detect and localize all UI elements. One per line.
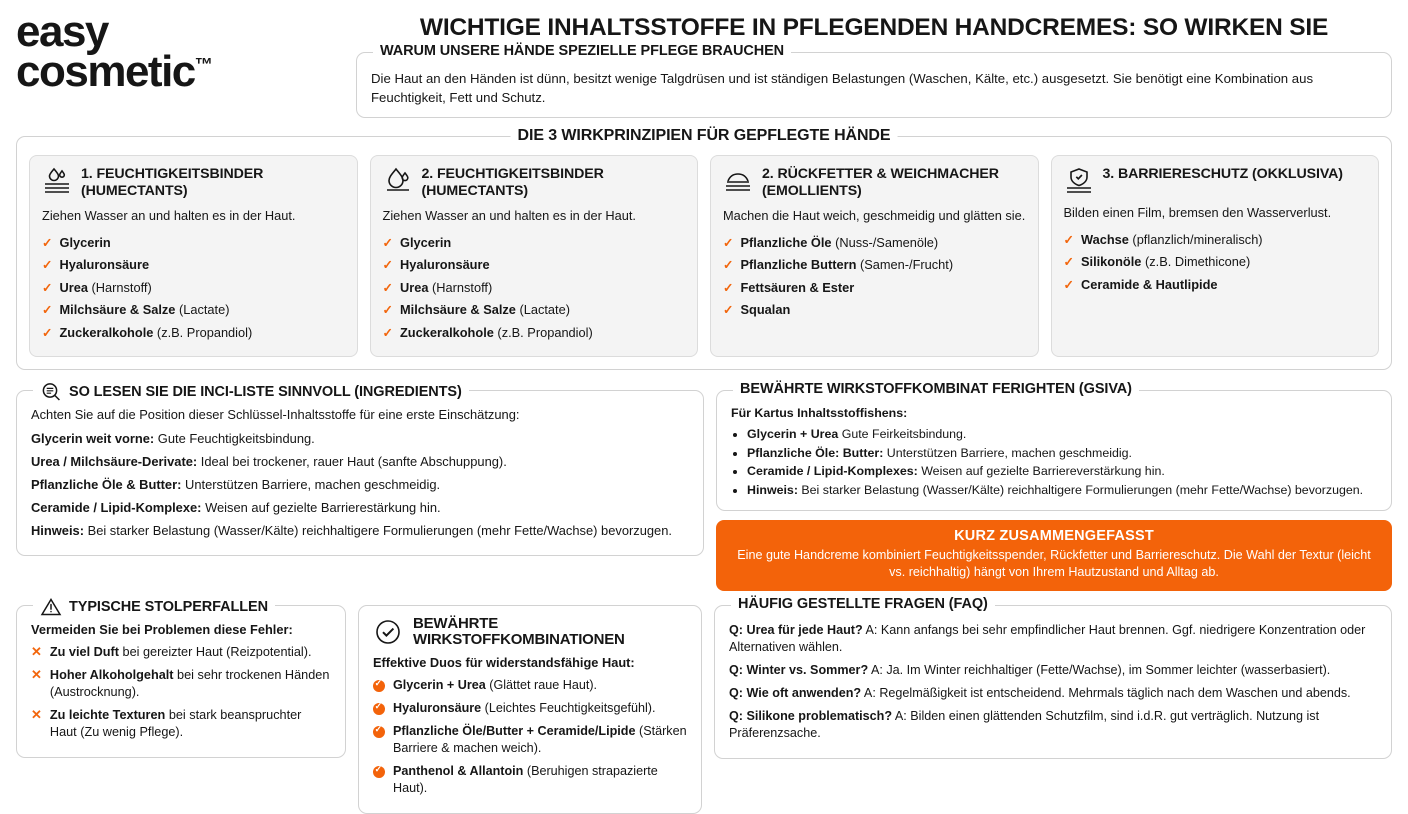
list-item xyxy=(1064,251,1367,274)
item-rest: (pflanzlich/mineralisch) xyxy=(1128,231,1263,247)
check-dot-icon xyxy=(373,703,385,715)
combination-list xyxy=(731,425,1377,499)
line-bold: Glycerin weit vorne: xyxy=(31,431,155,447)
check-icon: ✓ xyxy=(42,258,53,273)
principles-section xyxy=(16,127,1392,370)
list-item xyxy=(383,322,686,345)
summary-title: KURZ ZUSAMMENGEFASST xyxy=(954,527,1154,544)
cross-icon: ✕ xyxy=(31,666,42,682)
list-item xyxy=(723,254,1026,277)
card-subtitle: Ziehen Wasser an und halten es in der Haut. xyxy=(42,207,296,223)
item-rest: (z.B. Propandiol) xyxy=(153,324,253,340)
list-item xyxy=(723,277,1026,300)
warning-triangle-icon xyxy=(40,596,62,618)
inci-legend-text: SO LESEN SIE DIE INCI-LISTE SINNVOLL (INGREDIENTS) xyxy=(69,384,462,401)
check-icon: ✓ xyxy=(382,280,393,295)
list-item xyxy=(1064,229,1367,252)
principle-card-emollients xyxy=(710,155,1039,357)
item-bold: Glycerin xyxy=(59,234,111,250)
intro-text: Die Haut an den Händen ist dünn, besitzt wenige Talgdrüsen und ist ständigen Belastungen (Waschen, Kälte, etc.) ausgesetzt. Sie benötigt eine Kombination aus Feuchtigkeit, Fett und Schutz. xyxy=(371,71,1314,106)
item-rest: Gute Feirkeitsbindung. xyxy=(838,427,967,442)
list-item xyxy=(383,232,686,255)
duos-subtitle: Effektive Duos für widerstandsfähige Haut: xyxy=(373,654,635,670)
faq-question: Q: Winter vs. Sommer? xyxy=(729,662,869,677)
inci-legend xyxy=(33,381,469,403)
item-bold: Hinweis: xyxy=(747,482,798,497)
line-bold: Ceramide / Lipid-Komplexe: xyxy=(31,500,202,516)
line-bold: Urea / Milchsäure-Derivate: xyxy=(31,454,198,470)
item-bold: Ceramide / Lipid-Komplexes: xyxy=(747,464,918,479)
brand-logo xyxy=(16,7,346,97)
list-item xyxy=(373,700,687,717)
line-rest: Ideal bei trockener, rauer Haut (sanfte Abschuppung). xyxy=(197,454,507,470)
item-bold: Urea xyxy=(399,279,429,295)
item-bold: Urea xyxy=(59,279,88,295)
pitfalls-legend-text: TYPISCHE STOLPERFALLEN xyxy=(69,598,268,615)
list-item xyxy=(1064,274,1367,297)
line-bold: Hinweis: xyxy=(31,523,85,539)
item-bold: Milchsäure & Salze xyxy=(59,302,176,318)
item-rest: (Lactate) xyxy=(175,302,230,318)
line-rest: Unterstützen Barriere, machen geschmeidig. xyxy=(181,477,441,493)
card-list xyxy=(723,232,1026,322)
check-dot-icon xyxy=(373,766,385,778)
card-head xyxy=(1064,166,1367,196)
list-item xyxy=(373,677,687,694)
check-icon: ✓ xyxy=(723,303,734,318)
bottom-section xyxy=(16,595,1392,814)
card-head xyxy=(383,166,686,199)
check-icon: ✓ xyxy=(1063,255,1074,270)
check-icon: ✓ xyxy=(723,280,734,295)
faq-item xyxy=(729,685,1377,702)
inci-line xyxy=(31,430,689,447)
item-bold: Glycerin + Urea xyxy=(393,677,486,692)
faq-item xyxy=(729,622,1377,656)
check-icon: ✓ xyxy=(723,235,734,250)
inci-line xyxy=(31,499,689,516)
item-rest: (z.B. Propandiol) xyxy=(493,324,593,340)
card-title: 2. RÜCKFETTER & WEICHMACHER (EMOLLIENTS) xyxy=(762,166,999,199)
line-rest: Weisen auf gezielte Barrierestärkung hin. xyxy=(201,500,441,516)
pitfalls-subtitle: Vermeiden Sie bei Problemen diese Fehler: xyxy=(31,621,293,637)
faq-question: Q: Urea für jede Haut? xyxy=(729,622,863,637)
item-rest: (Harnstoff) xyxy=(87,279,152,295)
pitfalls-box xyxy=(16,598,346,759)
list-item xyxy=(31,644,331,661)
line-rest: Gute Feuchtigkeitsbindung. xyxy=(154,431,315,447)
card-subtitle: Ziehen Wasser an und halten es in der Haut. xyxy=(382,207,636,223)
check-icon: ✓ xyxy=(42,280,53,295)
faq-item xyxy=(729,662,1377,679)
check-icon: ✓ xyxy=(382,303,393,318)
item-bold: Pflanzliche Öle/Butter + Ceramide/Lipide xyxy=(393,723,636,738)
intro-legend: WARUM UNSERE HÄNDE SPEZIELLE PFLEGE BRAUCHEN xyxy=(373,43,791,59)
list-item xyxy=(723,232,1026,255)
shield-skin-icon xyxy=(1064,166,1094,196)
item-bold: Zu leichte Texturen xyxy=(49,707,166,722)
line-bold: Pflanzliche Öle & Butter: xyxy=(31,477,182,493)
item-rest: Unterstützen Barriere, machen geschmeidig. xyxy=(883,445,1132,460)
principles-legend: DIE 3 WIRKPRINZIPIEN FÜR GEPFLEGTE HÄNDE xyxy=(511,127,898,145)
faq-answer: A: Bilden einen glättenden Schutzfilm, sind i.d.R. gut verträglich. Nutzung ist Präferenzsache. xyxy=(729,708,1320,740)
mid-right xyxy=(716,381,1392,590)
principle-card-occlusives xyxy=(1051,155,1380,357)
list-item xyxy=(42,299,345,322)
item-rest: Bei starker Belastung (Wasser/Kälte) reichhaltigere Formulierungen (mehr Fette/Wachse) bevorzugen. xyxy=(797,482,1364,497)
item-bold: Ceramide & Hautlipide xyxy=(1080,276,1218,292)
item-rest: (Samen-/Frucht) xyxy=(856,257,954,273)
combination-subtitle: Für Kartus Inhaltsstoffishens: xyxy=(731,406,908,421)
cross-icon: ✕ xyxy=(31,643,42,659)
principles-cards xyxy=(29,155,1379,357)
pitfalls-legend xyxy=(33,596,275,618)
duos-head xyxy=(373,616,687,649)
check-icon: ✓ xyxy=(382,325,393,340)
check-icon: ✓ xyxy=(382,235,393,250)
check-icon: ✓ xyxy=(42,303,53,318)
page-title: WICHTIGE INHALTSSTOFFE IN PFLEGENDEN HANDCREMES: SO WIRKEN SIE xyxy=(419,14,1329,41)
item-bold: Pflanzliche Öle: Butter: xyxy=(747,445,884,460)
list-item xyxy=(747,462,1377,481)
item-bold: Hyaluronsäure xyxy=(399,257,490,273)
item-bold: Glycerin + Urea xyxy=(747,427,839,442)
item-bold: Wachse xyxy=(1080,231,1129,247)
mid-section xyxy=(16,381,1392,590)
combination-legend: BEWÄHRTE WIRKSTOFFKOMBINAT FERIGHTEN (GSIVA) xyxy=(733,381,1139,397)
item-bold: Fettsäuren & Ester xyxy=(740,279,855,295)
list-item xyxy=(42,277,345,300)
card-subtitle: Machen die Haut weich, geschmeidig und glätten sie. xyxy=(723,207,1026,223)
line-rest: Bei starker Belastung (Wasser/Kälte) reichhaltigere Formulierungen (mehr Fette/Wachse) bevorzugen. xyxy=(84,523,672,539)
item-bold: Zuckeralkohole xyxy=(59,324,154,340)
list-item xyxy=(31,667,331,701)
cream-jar-icon xyxy=(723,166,753,196)
list-item xyxy=(383,254,686,277)
header xyxy=(16,8,1392,118)
droplet-skin-layers-icon xyxy=(42,166,72,196)
item-rest: bei sehr trockenen Händen (Austrocknung). xyxy=(49,667,330,699)
duos-box xyxy=(358,605,702,814)
list-item xyxy=(42,322,345,345)
item-bold: Squalan xyxy=(740,302,791,318)
item-rest: Weisen auf gezielte Barriereverstärkung hin. xyxy=(917,464,1165,479)
principle-card-humectants-2 xyxy=(370,155,699,357)
list-item xyxy=(31,707,331,741)
check-badge-icon xyxy=(373,617,403,647)
item-bold: Zuckeralkohole xyxy=(399,324,494,340)
card-list xyxy=(42,232,345,345)
item-rest: bei stark beanspruchter Haut (Zu wenig Pflege). xyxy=(49,707,302,740)
magnifier-list-icon xyxy=(40,381,62,403)
item-bold: Panthenol & Allantoin xyxy=(393,763,524,778)
faq-question: Q: Silikone problematisch? xyxy=(729,708,893,723)
header-right xyxy=(356,8,1392,118)
summary-banner xyxy=(716,520,1392,591)
item-rest: (z.B. Dimethicone) xyxy=(1141,254,1251,270)
mid-left xyxy=(16,384,704,556)
card-head xyxy=(723,166,1026,199)
card-subtitle: Bilden einen Film, bremsen den Wasserverlust. xyxy=(1063,205,1332,221)
summary-text: Eine gute Handcreme kombiniert Feuchtigkeitsspender, Rückfetter und Barriereschutz. Die Wahl der Textur (leicht vs. reichhaltig) hängt von Ihrem Hautzustand und Alltag ab. xyxy=(737,547,1371,579)
check-icon: ✓ xyxy=(42,235,53,250)
card-list xyxy=(383,232,686,345)
cross-icon: ✕ xyxy=(31,706,42,722)
item-bold: Zu viel Duft xyxy=(49,644,119,659)
principle-card-humectants-1 xyxy=(29,155,358,357)
logo-line-2-text: cosmetic xyxy=(16,47,195,97)
item-rest: (Leichtes Feuchtigkeitsgefühl). xyxy=(481,700,656,715)
inci-box xyxy=(16,384,704,556)
list-item xyxy=(723,299,1026,322)
inci-subtitle: Achten Sie auf die Position dieser Schlüssel-Inhaltsstoffe für eine erste Einschätzung: xyxy=(31,407,520,423)
inci-line xyxy=(31,453,689,470)
item-rest: (Lactate) xyxy=(515,302,570,318)
pitfalls-list xyxy=(31,644,331,742)
list-item xyxy=(42,232,345,255)
card-title: 3. BARRIERESCHUTZ (OKKLUSIVA) xyxy=(1102,166,1343,183)
duos-list xyxy=(373,677,687,797)
inci-line xyxy=(31,522,689,539)
check-icon: ✓ xyxy=(382,258,393,273)
faq-box xyxy=(714,595,1392,759)
list-item xyxy=(747,481,1377,500)
faq-legend: HÄUFIG GESTELLTE FRAGEN (FAQ) xyxy=(731,596,995,612)
item-rest: (Stärken Barriere & machen weich). xyxy=(393,723,687,755)
check-icon: ✓ xyxy=(1063,232,1074,247)
check-dot-icon xyxy=(373,726,385,738)
faq-question: Q: Wie oft anwenden? xyxy=(729,685,862,700)
check-icon: ✓ xyxy=(723,258,734,273)
list-item xyxy=(747,444,1377,463)
logo-trademark: ™ xyxy=(194,54,213,75)
droplet-icon xyxy=(383,166,413,196)
list-item xyxy=(383,277,686,300)
item-rest: (Glättet raue Haut). xyxy=(485,677,598,692)
item-bold: Hyaluronsäure xyxy=(393,700,482,715)
item-rest: (Beruhigen strapazierte Haut). xyxy=(393,763,658,795)
intro-box xyxy=(356,43,1392,118)
card-list xyxy=(1064,229,1367,297)
faq-item xyxy=(729,708,1377,742)
faq-answer: A: Kann anfangs bei sehr empfindlicher Haut brennen. Ggf. niedrigere Konzentration oder Alternativen wählen. xyxy=(729,622,1366,654)
check-icon: ✓ xyxy=(1063,277,1074,292)
item-bold: Hoher Alkoholgehalt xyxy=(49,667,174,682)
list-item xyxy=(42,254,345,277)
item-bold: Silikonöle xyxy=(1080,254,1142,270)
card-head xyxy=(42,166,345,199)
item-bold: Glycerin xyxy=(399,234,452,250)
check-dot-icon xyxy=(373,680,385,692)
item-bold: Pflanzliche Öle xyxy=(740,234,832,250)
item-bold: Pflanzliche Buttern xyxy=(740,257,857,273)
logo-line-1: easy xyxy=(16,7,108,56)
card-title: 2. FEUCHTIGKEITSBINDER (HUMECTANTS) xyxy=(421,166,604,199)
list-item xyxy=(383,299,686,322)
item-rest: (Harnstoff) xyxy=(428,279,493,295)
list-item xyxy=(373,723,687,757)
logo-line-2 xyxy=(16,47,346,97)
list-item xyxy=(747,425,1377,444)
faq-answer: A: Ja. Im Winter reichhaltiger (Fette/Wachse), im Sommer leichter (wasserbasiert). xyxy=(868,662,1331,677)
item-bold: Milchsäure & Salze xyxy=(399,302,516,318)
item-rest: (Nuss-/Samenöle) xyxy=(831,234,939,250)
check-icon: ✓ xyxy=(42,325,53,340)
inci-line xyxy=(31,476,689,493)
item-bold: Hyaluronsäure xyxy=(59,257,150,273)
duos-title: BEWÄHRTE WIRKSTOFFKOMBINATIONEN xyxy=(413,614,625,648)
card-title: 1. FEUCHTIGKEITSBINDER (HUMECTANTS) xyxy=(81,166,264,199)
item-rest: bei gereizter Haut (Reizpotential). xyxy=(118,644,312,659)
combination-box xyxy=(716,381,1392,510)
faq-answer: A: Regelmäßigkeit ist entscheidend. Mehrmals täglich nach dem Waschen und abends. xyxy=(861,685,1351,700)
